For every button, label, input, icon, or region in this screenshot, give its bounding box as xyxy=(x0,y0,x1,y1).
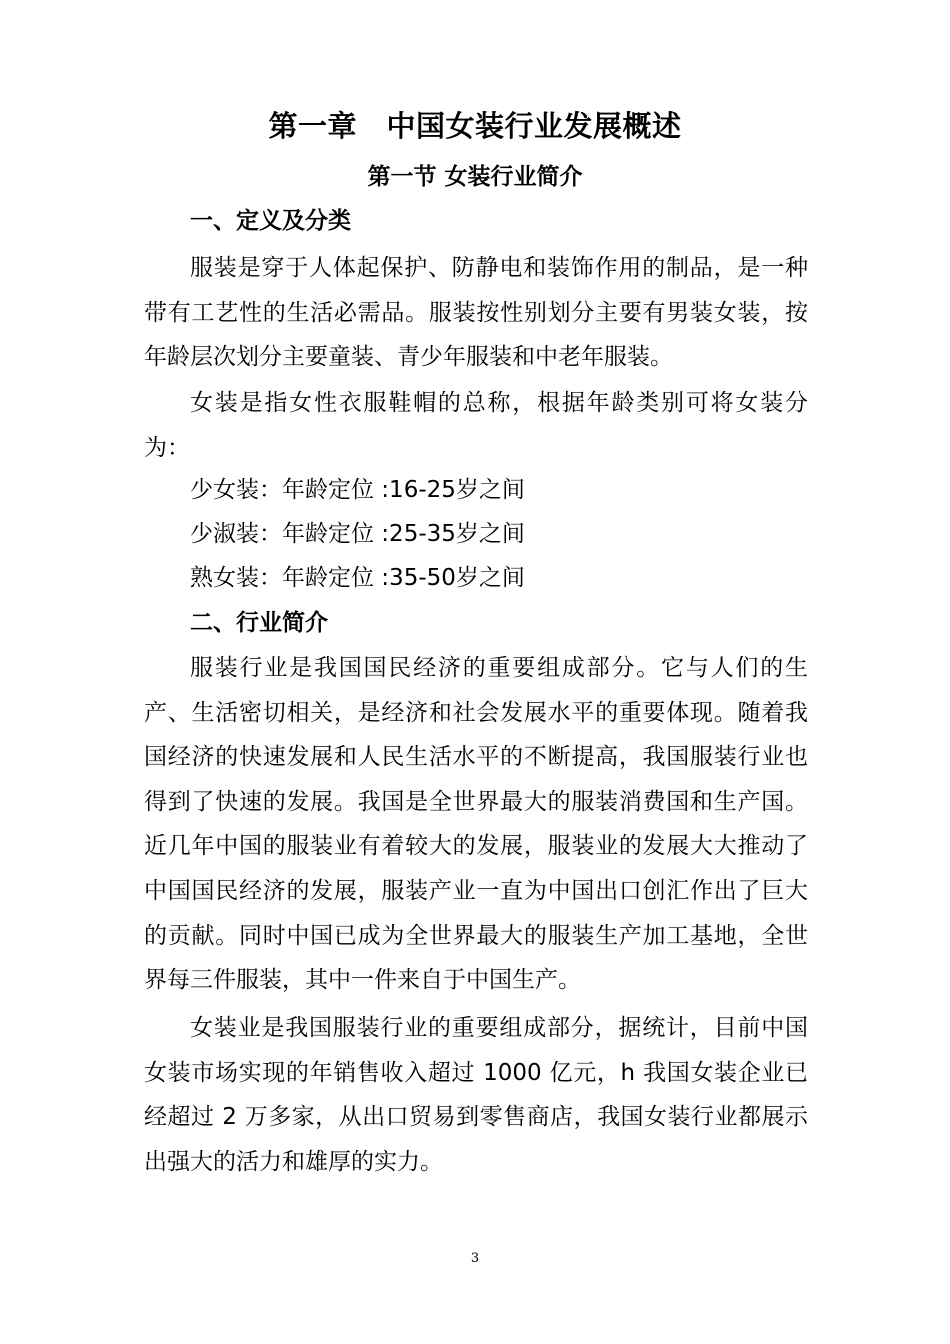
age-group-item: 少淑装：年龄定位 :25-35岁之间 xyxy=(190,521,525,547)
paragraph-womenswear-industry: 女装业是我国服装行业的重要组成部分，据统计，目前中国女装市场实现的年销售收入超过 1000 亿元，h 我国女装企业已经超过 2 万多家，从出口贸易到零售商店，我国女装行业都展示出强大的活力和雄厚的实力。 xyxy=(144,1015,808,1175)
page-number: 3 xyxy=(470,1251,480,1266)
chapter-title: 第一章 中国女装行业发展概述 xyxy=(268,109,682,143)
paragraph-clothing-definition: 服装是穿于人体起保护、防静电和装饰作用的制品，是一种带有工艺性的生活必需品。服装按性别划分主要有男装女装，按年龄层次划分主要童装、青少年服装和中老年服装。 xyxy=(144,255,808,371)
age-group-item: 熟女装：年龄定位 :35-50岁之间 xyxy=(190,565,525,591)
paragraph-industry-overview: 服装行业是我国国民经济的重要组成部分。它与人们的生产、生活密切相关，是经济和社会发展水平的重要体现。随着我国经济的快速发展和人民生活水平的不断提高，我国服装行业也得到了快速的发展。我国是全世界最大的服装消费国和生产国。近几年中国的服装业有着较大的发展，服装业的发展大大推动了中国国民经济的发展，服装产业一直为中国出口创汇作出了巨大的贡献。同时中国已成为全世界最大的服装生产加工基地，全世界每三件服装，其中一件来自于中国生产。 xyxy=(144,655,808,994)
heading-definition: 一、定义及分类 xyxy=(190,208,351,234)
paragraph-womenswear-definition: 女装是指女性衣服鞋帽的总称，根据年龄类别可将女装分为： xyxy=(144,390,808,461)
heading-industry: 二、行业简介 xyxy=(190,610,328,636)
section-title: 第一节 女装行业简介 xyxy=(367,164,583,190)
age-group-item: 少女装：年龄定位 :16-25岁之间 xyxy=(190,477,525,503)
